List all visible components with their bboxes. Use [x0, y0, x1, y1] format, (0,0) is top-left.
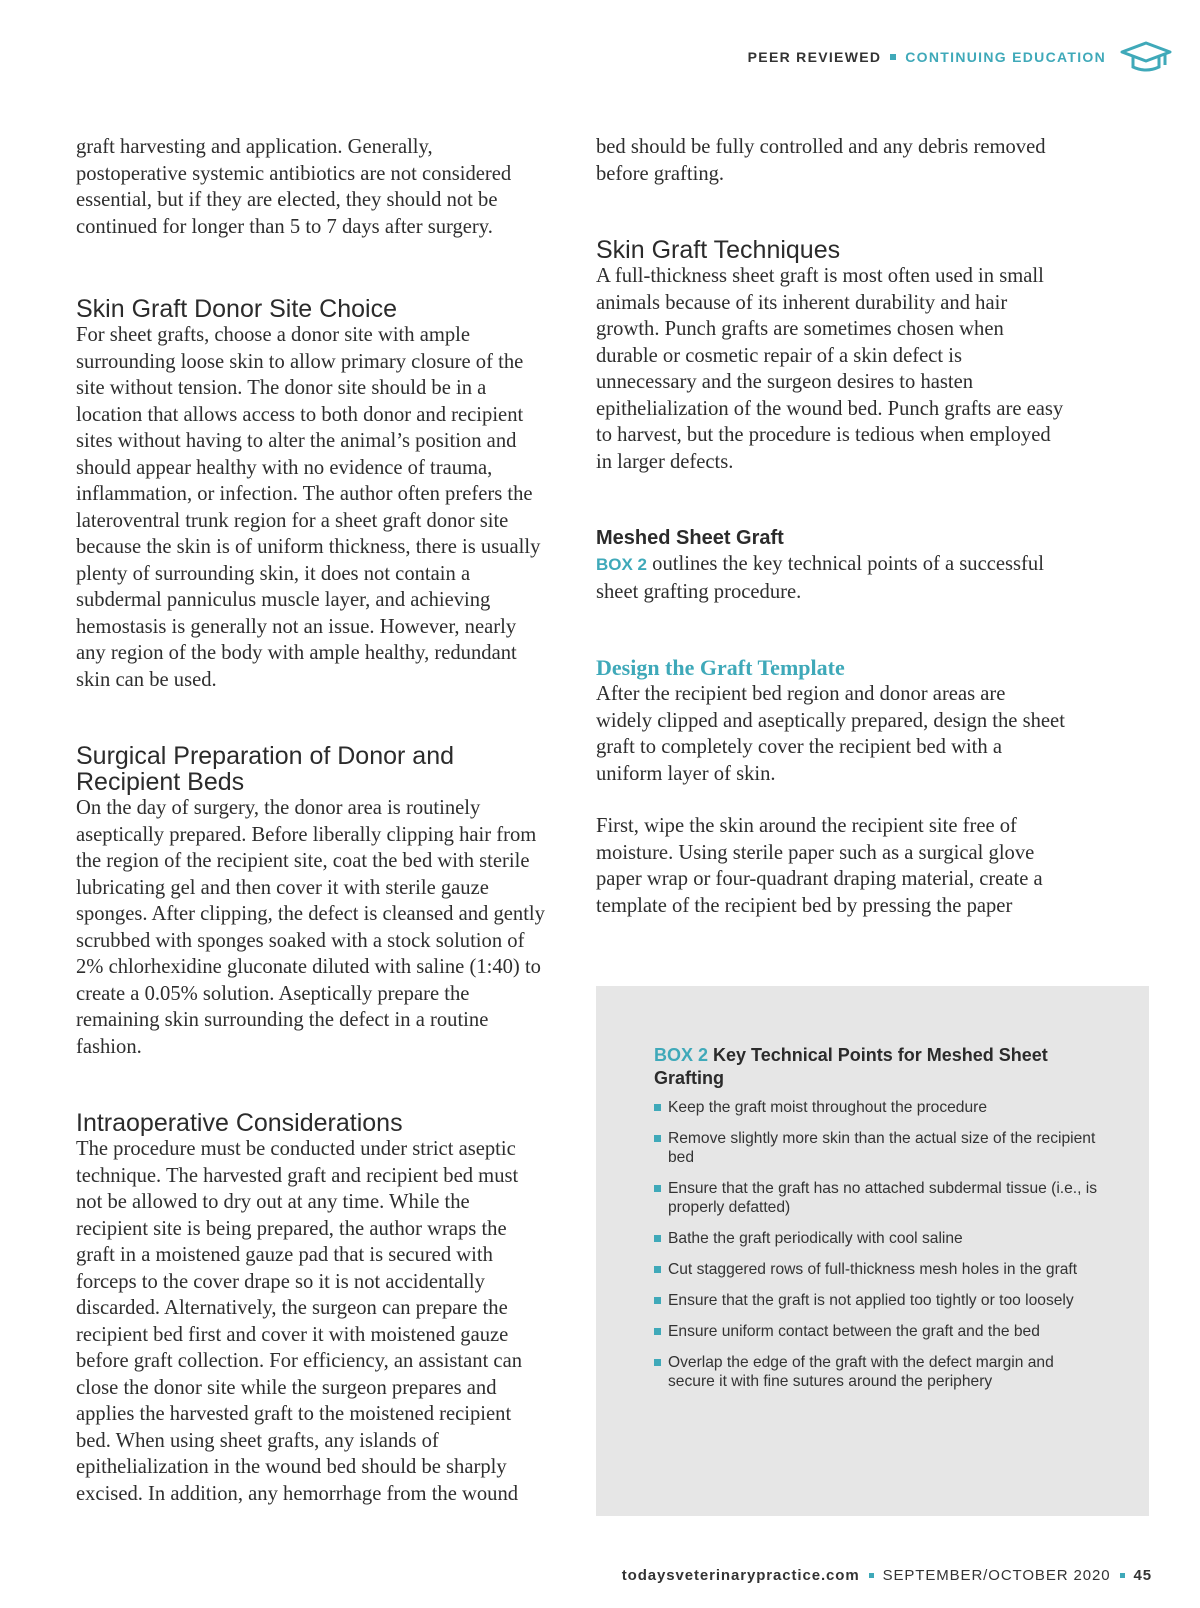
- list-item-text: Overlap the edge of the graft with the defect margin and secure it with fine sutures around the periphery: [668, 1354, 1054, 1390]
- box-list: [654, 1098, 1099, 1403]
- issue-date: SEPTEMBER/OCTOBER 2020: [882, 1567, 1111, 1584]
- list-item-text: Bathe the graft periodically with cool saline: [668, 1230, 963, 1247]
- donor-site-heading: Skin Graft Donor Site Choice: [76, 295, 397, 323]
- website-link[interactable]: todaysveterinarypractice.com: [621, 1567, 860, 1584]
- list-item: [654, 1291, 1099, 1310]
- continuation-paragraph: bed should be fully controlled and any debris removed before grafting.: [596, 136, 1046, 185]
- list-item: [654, 1260, 1099, 1279]
- bullet-square: [654, 1185, 661, 1192]
- design-paragraph-1: After the recipient bed region and donor areas are widely clipped and aseptically prepared, design the sheet graft to completely cover the recipient bed with a uniform layer of skin.: [596, 683, 1065, 785]
- design-template-heading: Design the Graft Template: [596, 655, 845, 680]
- techniques-heading: Skin Graft Techniques: [596, 236, 841, 264]
- list-item-text: Ensure that the graft is not applied too tightly or too loosely: [668, 1292, 1074, 1309]
- right-column: [596, 134, 1066, 919]
- box-title: [654, 1044, 1074, 1090]
- bullet-square: [654, 1359, 661, 1366]
- category-label: CONTINUING EDUCATION: [905, 49, 1106, 65]
- list-item-text: Remove slightly more skin than the actual size of the recipient bed: [668, 1130, 1096, 1166]
- list-item-text: Ensure uniform contact between the graft and the bed: [668, 1323, 1040, 1340]
- surgical-prep-heading: Surgical Preparation of Donor and Recipient Beds: [76, 742, 455, 796]
- box-reference-link[interactable]: BOX 2: [596, 555, 648, 574]
- meshed-graft-heading: Meshed Sheet Graft: [596, 527, 784, 549]
- bullet-square: [654, 1135, 661, 1142]
- page-number: 45: [1133, 1567, 1152, 1584]
- list-item: [654, 1129, 1099, 1167]
- list-item: [654, 1098, 1099, 1117]
- techniques-paragraph: A full-thickness sheet graft is most often used in small animals because of its inherent durability and hair growth. Punch grafts are sometimes chosen when durable or cosmetic repair of a skin defect is unnecessary and the surgeon desires to hasten epithelialization of the wound bed. Punch grafts are easy to harvest, but the procedure is tedious when employed in larger defects.: [596, 265, 1064, 473]
- design-paragraph-2: First, wipe the skin around the recipient site free of moisture. Using sterile paper such as a surgical glove paper wrap or four-quadrant draping material, create a template of the recipient bed by pressing the paper: [596, 815, 1043, 917]
- meshed-graft-text: outlines the key technical points of a successful sheet grafting procedure.: [596, 553, 1044, 603]
- box-2-sidebar: [596, 986, 1149, 1516]
- bullet-square: [654, 1235, 661, 1242]
- running-header: [748, 40, 1172, 74]
- bullet-square: [654, 1328, 661, 1335]
- graduation-cap-icon: [1120, 40, 1172, 74]
- separator-square: [1120, 1573, 1125, 1578]
- meshed-graft-paragraph: [596, 551, 1066, 605]
- box-title-text: Key Technical Points for Meshed Sheet Grafting: [654, 1045, 1048, 1088]
- list-item-text: Ensure that the graft has no attached subdermal tissue (i.e., is properly defatted): [668, 1180, 1098, 1216]
- list-item: [654, 1353, 1099, 1391]
- section-label: PEER REVIEWED: [747, 49, 882, 65]
- list-item-text: Cut staggered rows of full-thickness mesh holes in the graft: [668, 1261, 1078, 1278]
- intraoperative-paragraph: The procedure must be conducted under strict aseptic technique. The harvested graft and recipient bed must not be allowed to dry out at any time. While the recipient site is being prepared, the author wraps the graft in a moistened gauze pad that is secured with forceps to the cover drape so it is not accidentally discarded. Alternatively, the surgeon can prepare the recipient bed first and cover it with moistened gauze before graft collection. For efficiency, an assistant can close the donor site while the surgeon prepares and applies the harvested graft to the moistened recipient bed. When using sheet grafts, any islands of epithelialization in the wound bed should be sharply excised. In addition, any hemorrhage from the wound: [76, 1138, 523, 1505]
- donor-site-paragraph: For sheet grafts, choose a donor site with ample surrounding loose skin to allow primary closure of the site without tension. The donor site should be in a location that allows access to both donor and recipient sites without having to alter the animal’s position and should appear healthy with no evidence of trauma, inflammation, or infection. The author often prefers the lateroventral trunk region for a sheet graft donor site because the skin is of uniform thickness, there is usually plenty of surrounding skin, it does not contain a subdermal panniculus muscle layer, and achieving hemostasis is generally not an issue. However, nearly any region of the body with ample healthy, redundant skin can be used.: [76, 324, 541, 691]
- list-item-text: Keep the graft moist throughout the procedure: [668, 1099, 988, 1116]
- intraoperative-heading: Intraoperative Considerations: [76, 1109, 403, 1137]
- surgical-prep-paragraph: On the day of surgery, the donor area is routinely aseptically prepared. Before liberally clipping hair from the region of the recipient site, coat the bed with sterile lubricating gel and then cover it with sterile gauze sponges. After clipping, the defect is cleansed and gently scrubbed with sponges soaked with a stock solution of 2% chlorhexidine gluconate diluted with saline (1:40) to create a 0.05% solution. Aseptically prepare the remaining skin surrounding the defect in a routine fashion.: [76, 797, 545, 1058]
- intro-paragraph: graft harvesting and application. Generally, postoperative systemic antibiotics are not considered essential, but if they are elected, they should not be continued for longer than 5 to 7 days after surgery.: [76, 136, 512, 238]
- bullet-square: [654, 1104, 661, 1111]
- separator-square: [869, 1573, 874, 1578]
- box-label: BOX 2: [654, 1045, 709, 1065]
- list-item: [654, 1322, 1099, 1341]
- left-column: [76, 134, 546, 1507]
- list-item: [654, 1179, 1099, 1217]
- bullet-square: [654, 1266, 661, 1273]
- bullet-square: [654, 1297, 661, 1304]
- list-item: [654, 1229, 1099, 1248]
- page-footer: [622, 1567, 1152, 1584]
- separator-square: [890, 54, 896, 60]
